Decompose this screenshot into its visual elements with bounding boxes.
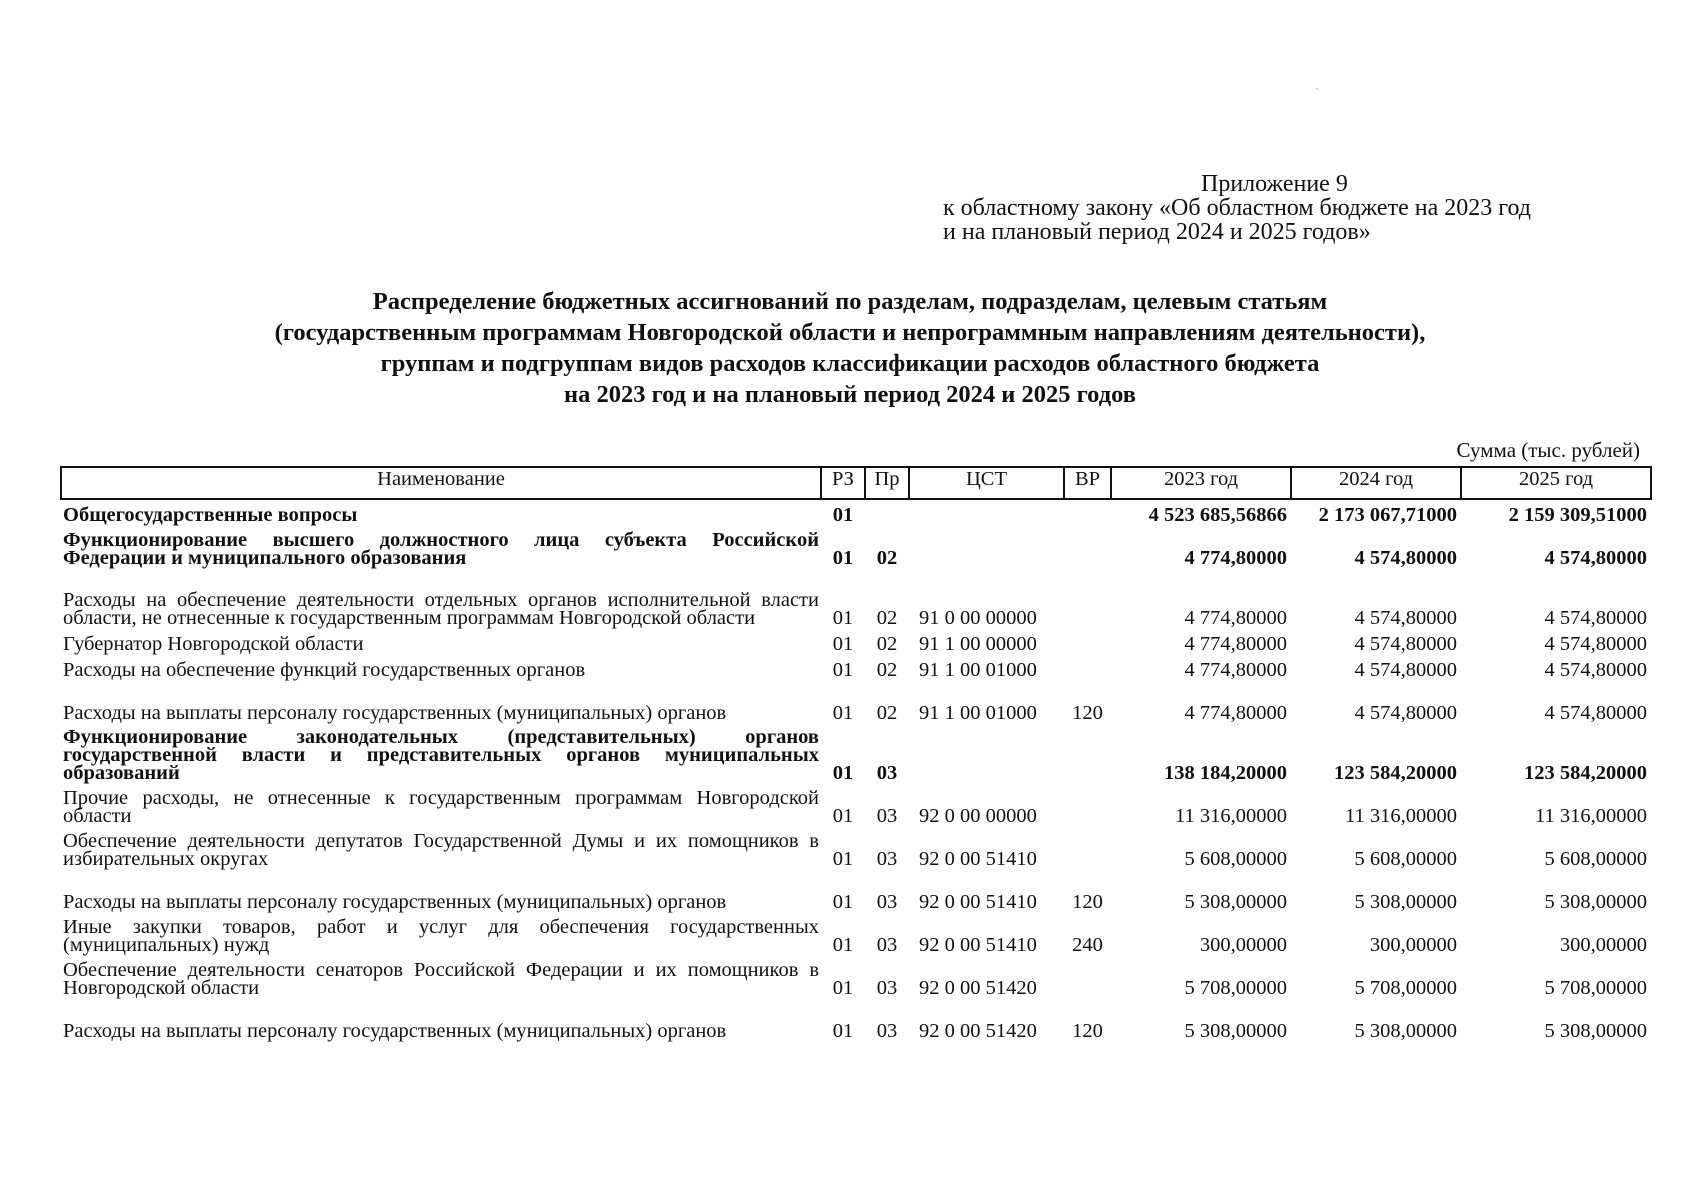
cell-2024: 4 574,80000 xyxy=(1354,547,1457,569)
table-row xyxy=(61,825,1651,868)
table-row xyxy=(61,954,1651,997)
table-row xyxy=(61,524,1651,567)
cell-name: Расходы на обеспечение функций государственных органов xyxy=(63,659,586,681)
cell-rz: 01 xyxy=(832,977,854,999)
cell-name: Обеспечение деятельности сенаторов Российской Федерации и их помощников в Новгородской области xyxy=(63,959,819,999)
header-vr: ВР xyxy=(1064,467,1111,499)
cell-2024: 5 308,00000 xyxy=(1354,1020,1457,1042)
cell-pr: 02 xyxy=(876,607,898,629)
cell-rz: 01 xyxy=(832,659,854,681)
cell-2024: 4 574,80000 xyxy=(1354,702,1457,724)
cell-2024: 5 308,00000 xyxy=(1354,891,1457,913)
cell-pr: 03 xyxy=(876,934,898,956)
cell-2023: 5 308,00000 xyxy=(1184,891,1287,913)
cell-2024: 5 608,00000 xyxy=(1354,848,1457,870)
cell-name: Общегосударственные вопросы xyxy=(63,504,358,526)
cell-rz: 01 xyxy=(832,702,854,724)
cell-rz: 01 xyxy=(832,547,854,569)
cell-name: Прочие расходы, не отнесенные к государственным программам Новгородской области xyxy=(63,787,819,827)
cell-2024: 5 708,00000 xyxy=(1354,977,1457,999)
cell-vr xyxy=(1064,524,1111,567)
cell-2023: 4 774,80000 xyxy=(1184,607,1287,629)
cell-rz: 01 xyxy=(832,891,854,913)
cell-2023: 5 608,00000 xyxy=(1184,848,1287,870)
cell-2024: 4 574,80000 xyxy=(1354,633,1457,655)
cell-vr xyxy=(1064,825,1111,868)
cell-cst: 91 1 00 01000 xyxy=(919,659,1037,681)
header-2023: 2023 год xyxy=(1111,467,1291,499)
cell-cst: 92 0 00 51410 xyxy=(919,891,1037,913)
appendix-header xyxy=(943,172,1663,244)
table-row xyxy=(61,997,1651,1040)
heading-line-1: Распределение бюджетных ассигнований по разделам, подразделам, целевым статьям xyxy=(372,288,1328,315)
cell-pr: 03 xyxy=(876,805,898,827)
cell-rz: 01 xyxy=(832,805,854,827)
cell-cst: 92 0 00 51420 xyxy=(919,1020,1037,1042)
cell-cst xyxy=(909,524,1064,567)
cell-vr: 120 xyxy=(1072,702,1103,724)
cell-2025: 4 574,80000 xyxy=(1544,702,1647,724)
cell-2025: 4 574,80000 xyxy=(1544,659,1647,681)
cell-vr xyxy=(1064,653,1111,679)
cell-vr xyxy=(1064,722,1111,782)
cell-pr: 02 xyxy=(876,547,898,569)
cell-name: Иные закупки товаров, работ и услуг для обеспечения государственных (муниципальных) нужд xyxy=(63,916,819,956)
cell-2025: 5 708,00000 xyxy=(1544,977,1647,999)
cell-cst: 91 1 00 01000 xyxy=(919,702,1037,724)
cell-2025: 4 574,80000 xyxy=(1544,607,1647,629)
cell-2023: 11 316,00000 xyxy=(1175,805,1287,827)
cell-vr xyxy=(1064,954,1111,997)
table-row xyxy=(61,722,1651,782)
cell-rz: 01 xyxy=(832,762,854,784)
scan-speck xyxy=(1316,88,1318,90)
cell-2023: 4 774,80000 xyxy=(1184,702,1287,724)
cell-pr: 03 xyxy=(876,891,898,913)
cell-2023: 300,00000 xyxy=(1199,934,1287,956)
cell-pr: 03 xyxy=(876,1020,898,1042)
cell-pr xyxy=(865,499,909,524)
cell-pr: 03 xyxy=(876,977,898,999)
cell-name: Обеспечение деятельности депутатов Государственной Думы и их помощников в избирательных округах xyxy=(63,830,819,870)
cell-name: Расходы на выплаты персоналу государственных (муниципальных) органов xyxy=(63,891,727,913)
table-row xyxy=(61,911,1651,954)
cell-vr: 120 xyxy=(1072,1020,1103,1042)
header-name: Наименование xyxy=(61,467,821,499)
table-row xyxy=(61,499,1651,524)
cell-2025: 5 608,00000 xyxy=(1544,848,1647,870)
cell-2024: 123 584,20000 xyxy=(1334,762,1457,784)
cell-2023: 5 708,00000 xyxy=(1184,977,1287,999)
cell-vr: 120 xyxy=(1072,891,1103,913)
cell-name: Расходы на выплаты персоналу государственных (муниципальных) органов xyxy=(63,1020,727,1042)
table-row xyxy=(61,868,1651,911)
appendix-line-2: и на плановый период 2024 и 2025 годов» xyxy=(943,219,1371,245)
table-row xyxy=(61,782,1651,825)
document-heading xyxy=(60,286,1640,410)
heading-line-4: на 2023 год и на плановый период 2024 и 2025 годов xyxy=(563,381,1136,408)
cell-2023: 4 774,80000 xyxy=(1184,547,1287,569)
cell-name: Функционирование высшего должностного лица субъекта Российской Федерации и муниципального образования xyxy=(63,529,819,569)
table-header-row xyxy=(61,467,1651,499)
cell-2024: 4 574,80000 xyxy=(1354,607,1457,629)
cell-vr: 240 xyxy=(1072,934,1103,956)
cell-pr: 02 xyxy=(876,633,898,655)
cell-name: Губернатор Новгородской области xyxy=(63,633,364,655)
header-2025: 2025 год xyxy=(1461,467,1651,499)
cell-rz: 01 xyxy=(832,934,854,956)
header-rz: РЗ xyxy=(821,467,865,499)
cell-cst: 92 0 00 51420 xyxy=(919,977,1037,999)
sum-unit-label: Сумма (тыс. рублей) xyxy=(1456,438,1640,462)
cell-2025: 4 574,80000 xyxy=(1544,547,1647,569)
cell-2023: 5 308,00000 xyxy=(1184,1020,1287,1042)
cell-pr: 03 xyxy=(876,848,898,870)
heading-line-2: (государственным программам Новгородской области и непрограммным направлениям деятельности), xyxy=(274,319,1426,346)
cell-vr xyxy=(1064,627,1111,653)
cell-rz: 01 xyxy=(832,1020,854,1042)
cell-vr xyxy=(1064,782,1111,825)
cell-cst: 92 0 00 51410 xyxy=(919,848,1037,870)
cell-cst xyxy=(909,722,1064,782)
header-pr: Пр xyxy=(865,467,909,499)
cell-cst xyxy=(909,499,1064,524)
cell-pr: 02 xyxy=(876,702,898,724)
header-cst: ЦСТ xyxy=(909,467,1064,499)
cell-pr: 02 xyxy=(876,659,898,681)
cell-cst: 91 0 00 00000 xyxy=(919,607,1037,629)
cell-2025: 300,00000 xyxy=(1559,934,1647,956)
cell-2023: 138 184,20000 xyxy=(1164,762,1287,784)
budget-table xyxy=(60,466,1652,1040)
appendix-line-1: к областному закону «Об областном бюджете на 2023 год xyxy=(943,195,1531,221)
cell-2023: 4 523 685,56866 xyxy=(1148,504,1287,526)
cell-2024: 300,00000 xyxy=(1369,934,1457,956)
cell-name: Расходы на обеспечение деятельности отдельных органов исполнительной власти области, не отнесенные к государственным программам Новгородской области xyxy=(63,589,819,629)
cell-2025: 11 316,00000 xyxy=(1535,805,1647,827)
cell-2025: 2 159 309,51000 xyxy=(1508,504,1647,526)
table-row xyxy=(61,627,1651,653)
table-row xyxy=(61,567,1651,627)
cell-2025: 5 308,00000 xyxy=(1544,891,1647,913)
header-2024: 2024 год xyxy=(1291,467,1461,499)
cell-2025: 4 574,80000 xyxy=(1544,633,1647,655)
appendix-title: Приложение 9 xyxy=(1201,171,1348,197)
cell-vr xyxy=(1064,499,1111,524)
cell-2024: 11 316,00000 xyxy=(1345,805,1457,827)
cell-2024: 4 574,80000 xyxy=(1354,659,1457,681)
cell-cst: 92 0 00 51410 xyxy=(919,934,1037,956)
cell-name: Функционирование законодательных (представительных) органов государственной власти и представительных органов муниципальных образований xyxy=(63,726,819,784)
cell-2023: 4 774,80000 xyxy=(1184,659,1287,681)
heading-line-3: группам и подгруппам видов расходов классификации расходов областного бюджета xyxy=(380,350,1320,377)
cell-cst: 92 0 00 00000 xyxy=(919,805,1037,827)
cell-2025: 5 308,00000 xyxy=(1544,1020,1647,1042)
cell-2023: 4 774,80000 xyxy=(1184,633,1287,655)
cell-rz: 01 xyxy=(832,848,854,870)
table-row xyxy=(61,653,1651,679)
cell-name: Расходы на выплаты персоналу государственных (муниципальных) органов xyxy=(63,702,727,724)
table-row xyxy=(61,679,1651,722)
cell-rz: 01 xyxy=(832,504,854,526)
cell-rz: 01 xyxy=(832,633,854,655)
cell-2025: 123 584,20000 xyxy=(1524,762,1647,784)
cell-vr xyxy=(1064,567,1111,627)
cell-pr: 03 xyxy=(876,762,898,784)
cell-2024: 2 173 067,71000 xyxy=(1318,504,1457,526)
cell-rz: 01 xyxy=(832,607,854,629)
cell-cst: 91 1 00 00000 xyxy=(919,633,1037,655)
